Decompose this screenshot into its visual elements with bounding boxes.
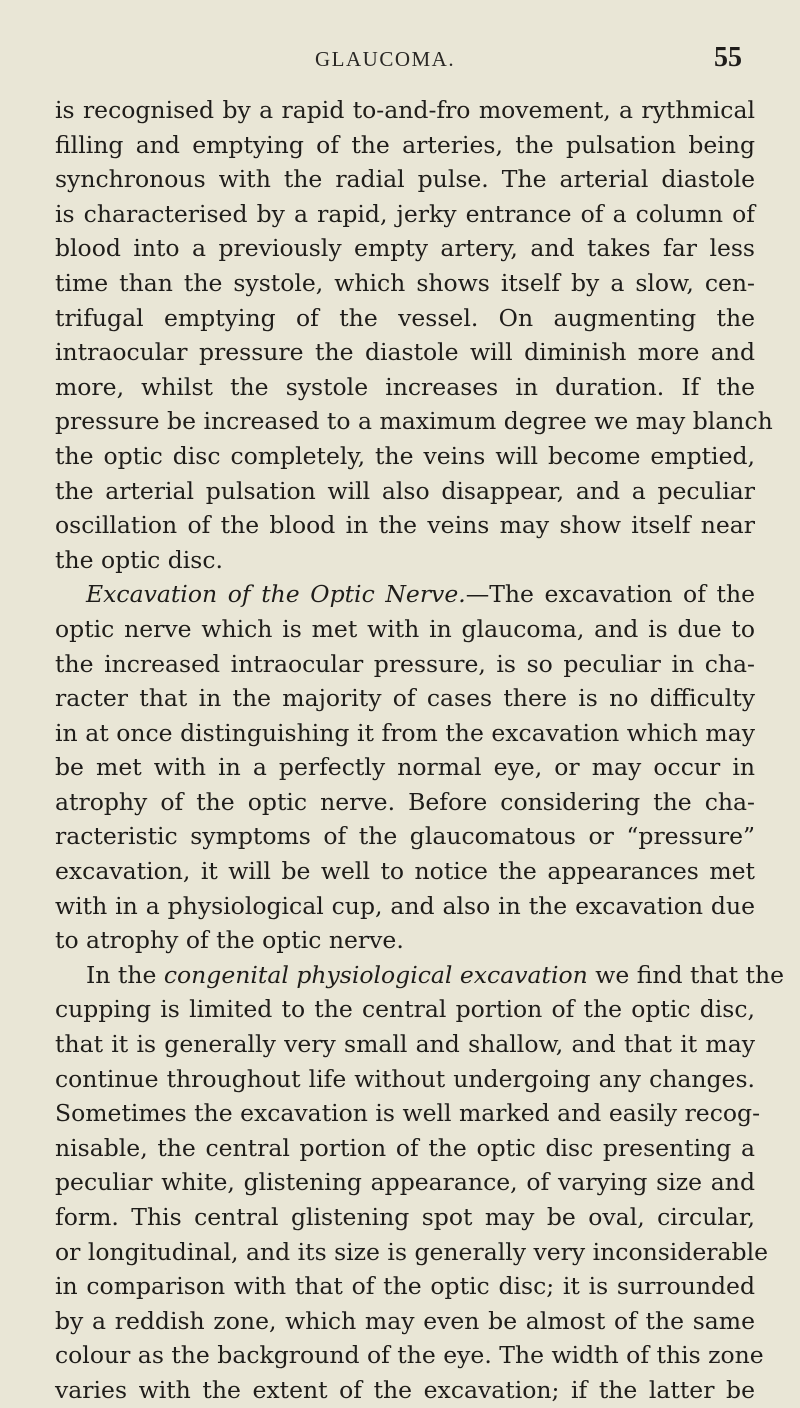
text-run: cupping is limited to the central portion of the optic disc, — [55, 995, 755, 1024]
text-run: we find that the — [587, 960, 785, 989]
text-run: in at once distinguishing it from the excavation which may — [55, 718, 755, 747]
text-line — [55, 612, 755, 647]
text-run: oscillation of the blood in the veins may show itself near — [55, 511, 755, 540]
text-line — [55, 681, 755, 716]
text-run: to atrophy of the optic nerve. — [55, 926, 404, 955]
text-run: varies with the extent of the excavation; if the latter be — [55, 1375, 755, 1404]
text-line — [55, 231, 755, 266]
running-head: GLAUCOMA. — [315, 47, 456, 71]
text-run: racter that in the majority of cases there is no difficulty — [55, 684, 755, 713]
text-line — [55, 1373, 755, 1408]
text-line — [55, 577, 755, 612]
text-run: be met with in a perfectly normal eye, or may occur in — [55, 753, 755, 782]
text-run: form. This central glistening spot may be oval, circular, — [55, 1203, 755, 1231]
text-line — [55, 266, 755, 301]
text-line — [55, 923, 755, 958]
text-run: is recognised by a rapid to-and-fro movement, a rythmical — [55, 96, 755, 124]
text-line — [55, 301, 755, 336]
text-run: atrophy of the optic nerve. Before considering the cha- — [55, 787, 755, 816]
text-line — [55, 819, 755, 854]
text-line — [55, 508, 755, 543]
text-line — [55, 197, 755, 232]
text-run: is characterised by a rapid, jerky entrance of a column of — [55, 199, 755, 228]
page-number: 55 — [714, 42, 742, 73]
text-run: or longitudinal, and its size is generally very inconsiderable — [55, 1237, 768, 1266]
body-text — [55, 93, 785, 1408]
text-run: in comparison with that of the optic disc; it is surrounded — [55, 1272, 755, 1301]
text-run: peculiar white, glistening appearance, of varying size and — [55, 1168, 755, 1197]
text-line — [55, 543, 755, 578]
text-line — [55, 750, 755, 785]
text-run: the optic disc completely, the veins will become emptied, — [55, 441, 755, 470]
text-run: blood into a previously empty artery, and takes far less — [55, 234, 755, 263]
text-run: the increased intraocular pressure, is so peculiar in cha- — [55, 649, 755, 678]
text-run: nisable, the central portion of the optic disc presenting a — [55, 1133, 755, 1162]
text-line — [55, 1338, 764, 1373]
text-line — [55, 1200, 755, 1235]
text-run: —The excavation of the — [465, 580, 755, 609]
text-line — [55, 474, 755, 509]
text-line — [55, 1235, 768, 1270]
text-line — [55, 1165, 755, 1200]
text-run: trifugal emptying of the vessel. On augmenting the — [55, 303, 755, 332]
text-run: continue throughout life without undergoing any changes. — [55, 1064, 755, 1093]
text-run: intraocular pressure the diastole will diminish more and — [55, 338, 755, 367]
text-run: the arterial pulsation will also disappear, and a peculiar — [55, 476, 755, 505]
text-line — [55, 1131, 755, 1166]
italic-phrase: Excavation of the Optic Nerve. — [86, 580, 466, 609]
text-line — [55, 335, 755, 370]
text-run: that it is generally very small and shallow, and that it may — [55, 1030, 755, 1059]
text-line — [55, 647, 755, 682]
text-line — [55, 1269, 755, 1304]
text-run: the optic disc. — [55, 545, 223, 574]
text-line — [55, 1062, 755, 1097]
text-line — [55, 128, 755, 163]
text-run: optic nerve which is met with in glaucoma, and is due to — [55, 614, 755, 643]
text-line — [55, 439, 755, 474]
text-line — [55, 1304, 755, 1339]
text-run: In the — [86, 960, 164, 989]
text-run: by a reddish zone, which may even be almost of the same — [55, 1306, 755, 1335]
text-line — [55, 1096, 761, 1131]
text-line — [55, 854, 755, 889]
text-run: filling and emptying of the arteries, the pulsation being — [55, 130, 755, 159]
italic-phrase: congenital physiological excavation — [163, 960, 588, 989]
text-run: time than the systole, which shows itself by a slow, cen- — [55, 268, 755, 297]
text-line — [55, 889, 755, 924]
text-run: Sometimes the excavation is well marked and easily recog- — [55, 1099, 761, 1128]
text-run: excavation, it will be well to notice the appearances met — [55, 857, 755, 886]
text-line — [55, 1027, 755, 1062]
text-run: more, whilst the systole increases in duration. If the — [55, 372, 755, 401]
text-line — [55, 716, 755, 751]
text-run: synchronous with the radial pulse. The arterial diastole — [55, 165, 755, 194]
text-line — [55, 162, 755, 197]
text-line — [55, 958, 785, 993]
text-run: pressure be increased to a maximum degree we may blanch — [55, 407, 773, 436]
text-line — [55, 785, 755, 820]
text-line — [55, 404, 773, 439]
text-run: racteristic symptoms of the glaucomatous or “pressure” — [55, 822, 755, 851]
text-run: colour as the background of the eye. The width of this zone — [55, 1341, 764, 1370]
text-run: with in a physiological cup, and also in the excavation due — [55, 891, 755, 920]
text-line — [55, 93, 755, 128]
text-line — [55, 370, 755, 405]
text-line — [55, 992, 755, 1027]
